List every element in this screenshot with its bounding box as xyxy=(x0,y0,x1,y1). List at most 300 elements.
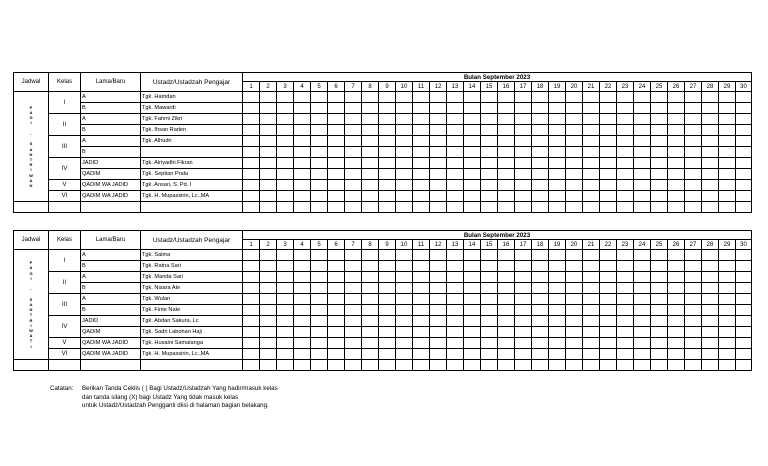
attendance-cell xyxy=(328,338,345,349)
attendance-cell xyxy=(685,316,702,327)
table-row xyxy=(14,250,752,261)
attendance-cell xyxy=(328,316,345,327)
day-header: 20 xyxy=(566,240,583,250)
attendance-cell xyxy=(362,136,379,147)
attendance-cell xyxy=(549,294,566,305)
attendance-cell xyxy=(634,202,651,213)
attendance-cell xyxy=(515,169,532,180)
attendance-cell xyxy=(600,349,617,360)
attendance-cell xyxy=(498,103,515,114)
attendance-cell xyxy=(447,349,464,360)
attendance-cell xyxy=(430,114,447,125)
attendance-cell xyxy=(719,305,736,316)
attendance-cell xyxy=(362,158,379,169)
attendance-cell xyxy=(464,125,481,136)
attendance-cell xyxy=(447,114,464,125)
attendance-cell xyxy=(617,114,634,125)
attendance-cell xyxy=(532,191,549,202)
attendance-cell xyxy=(719,191,736,202)
attendance-cell xyxy=(430,147,447,158)
lama-baru-cell: B xyxy=(81,103,141,114)
attendance-cell xyxy=(685,92,702,103)
attendance-cell xyxy=(413,305,430,316)
attendance-cell xyxy=(702,136,719,147)
attendance-cell xyxy=(651,191,668,202)
attendance-cell xyxy=(277,147,294,158)
attendance-cell xyxy=(277,136,294,147)
day-header: 9 xyxy=(379,240,396,250)
attendance-cell xyxy=(345,114,362,125)
attendance-cell xyxy=(243,349,260,360)
attendance-cell xyxy=(328,360,345,371)
attendance-cell xyxy=(413,114,430,125)
attendance-cell xyxy=(362,272,379,283)
attendance-cell xyxy=(736,305,752,316)
kelas-cell: III xyxy=(49,136,81,158)
day-header: 4 xyxy=(294,240,311,250)
table-row xyxy=(14,158,752,169)
day-header: 5 xyxy=(311,240,328,250)
attendance-cell xyxy=(566,147,583,158)
attendance-cell xyxy=(243,305,260,316)
kelas-cell: IV xyxy=(49,316,81,338)
kelas-cell: VI xyxy=(49,191,81,202)
attendance-cell xyxy=(396,114,413,125)
attendance-cell xyxy=(328,92,345,103)
attendance-cell xyxy=(379,360,396,371)
attendance-cell xyxy=(634,250,651,261)
teacher-name: Tgk. Abdan Sakura, Lc xyxy=(141,316,243,327)
teacher-name: Tgk. Nisara Ate xyxy=(141,283,243,294)
table-row xyxy=(14,180,752,191)
attendance-cell xyxy=(702,125,719,136)
day-header: 19 xyxy=(549,240,566,250)
attendance-cell xyxy=(532,283,549,294)
attendance-cell xyxy=(600,250,617,261)
attendance-cell xyxy=(447,169,464,180)
attendance-cell xyxy=(362,169,379,180)
attendance-cell xyxy=(583,169,600,180)
day-header: 2 xyxy=(260,240,277,250)
attendance-cell xyxy=(532,272,549,283)
attendance-cell xyxy=(260,294,277,305)
attendance-cell xyxy=(243,327,260,338)
attendance-cell xyxy=(651,294,668,305)
attendance-cell xyxy=(532,349,549,360)
attendance-cell xyxy=(413,327,430,338)
attendance-cell xyxy=(294,305,311,316)
attendance-cell xyxy=(345,316,362,327)
empty-cell xyxy=(14,202,49,213)
attendance-cell xyxy=(736,349,752,360)
header-month: Bulan September 2023 xyxy=(243,73,752,82)
attendance-cell xyxy=(498,180,515,191)
attendance-cell xyxy=(634,272,651,283)
attendance-cell xyxy=(345,338,362,349)
attendance-cell xyxy=(634,136,651,147)
attendance-cell xyxy=(243,125,260,136)
attendance-cell xyxy=(515,103,532,114)
attendance-cell xyxy=(515,125,532,136)
attendance-cell xyxy=(311,103,328,114)
attendance-cell xyxy=(345,125,362,136)
day-header: 17 xyxy=(515,82,532,92)
attendance-cell xyxy=(260,272,277,283)
attendance-cell xyxy=(702,338,719,349)
header-lama-baru: Lama/Baru xyxy=(81,73,141,92)
attendance-cell xyxy=(702,272,719,283)
attendance-cell xyxy=(396,360,413,371)
attendance-cell xyxy=(566,114,583,125)
attendance-cell xyxy=(379,147,396,158)
attendance-cell xyxy=(498,114,515,125)
attendance-cell xyxy=(464,327,481,338)
attendance-cell xyxy=(294,92,311,103)
attendance-cell xyxy=(583,305,600,316)
attendance-cell xyxy=(260,349,277,360)
attendance-cell xyxy=(481,180,498,191)
attendance-cell xyxy=(328,169,345,180)
table-row xyxy=(14,360,752,371)
header-pengajar: Ustadz/Ustadzah Pengajar xyxy=(141,73,243,92)
table-row xyxy=(14,327,752,338)
attendance-cell xyxy=(651,272,668,283)
attendance-cell xyxy=(311,316,328,327)
attendance-cell xyxy=(277,191,294,202)
attendance-cell xyxy=(702,305,719,316)
attendance-cell xyxy=(260,191,277,202)
attendance-cell xyxy=(498,191,515,202)
day-header: 10 xyxy=(396,82,413,92)
attendance-cell xyxy=(719,272,736,283)
attendance-cell xyxy=(668,305,685,316)
attendance-cell xyxy=(702,349,719,360)
attendance-cell xyxy=(243,283,260,294)
day-header: 11 xyxy=(413,240,430,250)
attendance-cell xyxy=(583,158,600,169)
attendance-cell xyxy=(549,360,566,371)
attendance-cell xyxy=(617,103,634,114)
attendance-cell xyxy=(549,191,566,202)
attendance-cell xyxy=(668,316,685,327)
table-row xyxy=(14,191,752,202)
attendance-cell xyxy=(702,180,719,191)
attendance-cell xyxy=(260,305,277,316)
attendance-cell xyxy=(498,283,515,294)
attendance-cell xyxy=(430,283,447,294)
attendance-cell xyxy=(668,114,685,125)
attendance-cell xyxy=(243,316,260,327)
attendance-cell xyxy=(515,147,532,158)
day-header: 22 xyxy=(600,82,617,92)
attendance-cell xyxy=(668,338,685,349)
attendance-cell xyxy=(566,92,583,103)
attendance-cell xyxy=(362,316,379,327)
attendance-cell xyxy=(600,125,617,136)
attendance-cell xyxy=(685,180,702,191)
attendance-cell xyxy=(294,169,311,180)
attendance-cell xyxy=(447,180,464,191)
day-header: 4 xyxy=(294,82,311,92)
attendance-cell xyxy=(600,136,617,147)
attendance-cell xyxy=(600,327,617,338)
jadwal-cell xyxy=(14,92,49,202)
attendance-cell xyxy=(277,272,294,283)
attendance-cell xyxy=(294,360,311,371)
attendance-cell xyxy=(583,360,600,371)
attendance-cell xyxy=(345,103,362,114)
attendance-cell xyxy=(260,114,277,125)
attendance-cell xyxy=(600,316,617,327)
attendance-cell xyxy=(651,327,668,338)
lama-baru-cell: A xyxy=(81,136,141,147)
attendance-cell xyxy=(464,272,481,283)
attendance-cell xyxy=(243,272,260,283)
attendance-cell xyxy=(294,147,311,158)
attendance-cell xyxy=(515,272,532,283)
attendance-cell xyxy=(498,327,515,338)
teacher-name: Tgk. Septian Prala xyxy=(141,169,243,180)
attendance-cell xyxy=(328,250,345,261)
attendance-cell xyxy=(277,305,294,316)
attendance-cell xyxy=(311,169,328,180)
attendance-cell xyxy=(549,202,566,213)
attendance-cell xyxy=(413,169,430,180)
attendance-cell xyxy=(464,250,481,261)
attendance-cell xyxy=(430,327,447,338)
attendance-cell xyxy=(311,360,328,371)
day-header: 28 xyxy=(702,82,719,92)
attendance-cell xyxy=(685,283,702,294)
attendance-cell xyxy=(498,360,515,371)
attendance-cell xyxy=(260,327,277,338)
attendance-cell xyxy=(413,338,430,349)
attendance-cell xyxy=(379,327,396,338)
table-row xyxy=(14,261,752,272)
attendance-cell xyxy=(481,261,498,272)
attendance-cell xyxy=(532,250,549,261)
attendance-cell xyxy=(549,136,566,147)
attendance-cell xyxy=(651,283,668,294)
attendance-cell xyxy=(260,136,277,147)
attendance-cell xyxy=(651,114,668,125)
lama-baru-cell: B xyxy=(81,147,141,158)
attendance-cell xyxy=(685,360,702,371)
attendance-cell xyxy=(549,261,566,272)
attendance-cell xyxy=(277,261,294,272)
attendance-cell xyxy=(447,125,464,136)
attendance-cell xyxy=(328,191,345,202)
attendance-cell xyxy=(549,147,566,158)
attendance-cell xyxy=(430,338,447,349)
attendance-cell xyxy=(617,272,634,283)
attendance-cell xyxy=(532,261,549,272)
attendance-cell xyxy=(260,180,277,191)
attendance-cell xyxy=(617,294,634,305)
attendance-cell xyxy=(583,272,600,283)
table-row xyxy=(14,136,752,147)
attendance-cell xyxy=(481,202,498,213)
attendance-cell xyxy=(685,202,702,213)
attendance-cell xyxy=(362,103,379,114)
attendance-cell xyxy=(243,136,260,147)
attendance-cell xyxy=(447,103,464,114)
attendance-cell xyxy=(430,250,447,261)
day-header: 21 xyxy=(583,82,600,92)
attendance-cell xyxy=(362,283,379,294)
header-month: Bulan September 2023 xyxy=(243,231,752,240)
attendance-cell xyxy=(362,180,379,191)
attendance-cell xyxy=(345,169,362,180)
attendance-cell xyxy=(515,305,532,316)
attendance-cell xyxy=(515,349,532,360)
attendance-cell xyxy=(328,327,345,338)
attendance-cell xyxy=(396,180,413,191)
attendance-cell xyxy=(685,114,702,125)
teacher-name: Tgk. H. Mupassirin, Lc.,MA xyxy=(141,349,243,360)
attendance-cell xyxy=(685,272,702,283)
attendance-cell xyxy=(345,250,362,261)
attendance-cell xyxy=(617,305,634,316)
attendance-cell xyxy=(260,202,277,213)
attendance-cell xyxy=(719,316,736,327)
attendance-cell xyxy=(260,103,277,114)
attendance-table-2 xyxy=(13,230,752,371)
attendance-cell xyxy=(481,136,498,147)
attendance-cell xyxy=(464,202,481,213)
attendance-cell xyxy=(481,360,498,371)
attendance-cell xyxy=(736,92,752,103)
attendance-cell xyxy=(617,147,634,158)
attendance-cell xyxy=(566,103,583,114)
attendance-cell xyxy=(379,191,396,202)
attendance-cell xyxy=(345,92,362,103)
attendance-cell xyxy=(379,103,396,114)
attendance-cell xyxy=(719,169,736,180)
kelas-cell xyxy=(49,202,81,213)
attendance-cell xyxy=(634,360,651,371)
attendance-cell xyxy=(260,147,277,158)
attendance-cell xyxy=(379,169,396,180)
attendance-cell xyxy=(498,294,515,305)
attendance-cell xyxy=(311,305,328,316)
jadwal-label: P A G I - S A N T R I W A T I xyxy=(29,260,33,349)
teacher-name: Tgk. Mawardi xyxy=(141,103,243,114)
attendance-cell xyxy=(481,272,498,283)
day-header: 9 xyxy=(379,82,396,92)
attendance-cell xyxy=(702,283,719,294)
attendance-cell xyxy=(566,191,583,202)
attendance-cell xyxy=(685,250,702,261)
attendance-cell xyxy=(600,114,617,125)
attendance-cell xyxy=(719,294,736,305)
attendance-cell xyxy=(481,305,498,316)
attendance-cell xyxy=(549,349,566,360)
attendance-cell xyxy=(379,272,396,283)
attendance-cell xyxy=(396,191,413,202)
attendance-cell xyxy=(430,360,447,371)
attendance-cell xyxy=(430,305,447,316)
table-row xyxy=(14,338,752,349)
day-header: 23 xyxy=(617,82,634,92)
attendance-cell xyxy=(396,103,413,114)
lama-baru-cell: B xyxy=(81,261,141,272)
attendance-cell xyxy=(464,103,481,114)
attendance-cell xyxy=(498,272,515,283)
kelas-cell: VI xyxy=(49,349,81,360)
attendance-cell xyxy=(464,261,481,272)
teacher-name: Tgk. Ratna Sari xyxy=(141,261,243,272)
attendance-cell xyxy=(736,125,752,136)
attendance-cell xyxy=(413,294,430,305)
table-row xyxy=(14,125,752,136)
attendance-cell xyxy=(515,180,532,191)
attendance-cell xyxy=(362,92,379,103)
attendance-cell xyxy=(651,250,668,261)
attendance-cell xyxy=(702,261,719,272)
attendance-cell xyxy=(362,125,379,136)
attendance-cell xyxy=(668,283,685,294)
attendance-cell xyxy=(515,92,532,103)
attendance-cell xyxy=(379,283,396,294)
attendance-cell xyxy=(396,92,413,103)
attendance-cell xyxy=(668,136,685,147)
attendance-cell xyxy=(464,92,481,103)
attendance-cell xyxy=(481,316,498,327)
attendance-cell xyxy=(685,305,702,316)
day-header: 8 xyxy=(362,82,379,92)
attendance-cell xyxy=(634,92,651,103)
attendance-cell xyxy=(294,338,311,349)
day-header: 12 xyxy=(430,240,447,250)
table-row xyxy=(14,103,752,114)
attendance-cell xyxy=(566,327,583,338)
attendance-cell xyxy=(345,202,362,213)
attendance-cell xyxy=(430,136,447,147)
attendance-cell xyxy=(617,338,634,349)
attendance-cell xyxy=(736,169,752,180)
day-header: 27 xyxy=(685,82,702,92)
attendance-cell xyxy=(634,316,651,327)
attendance-cell xyxy=(277,180,294,191)
lama-baru-cell: A xyxy=(81,272,141,283)
attendance-cell xyxy=(549,338,566,349)
attendance-cell xyxy=(685,147,702,158)
teacher-name: Tgk. Manda Sari xyxy=(141,272,243,283)
attendance-cell xyxy=(702,316,719,327)
attendance-cell xyxy=(532,103,549,114)
attendance-cell xyxy=(345,272,362,283)
attendance-cell xyxy=(583,191,600,202)
attendance-cell xyxy=(294,272,311,283)
table-row xyxy=(14,169,752,180)
attendance-cell xyxy=(498,250,515,261)
attendance-cell xyxy=(447,202,464,213)
attendance-cell xyxy=(617,360,634,371)
attendance-cell xyxy=(345,191,362,202)
attendance-cell xyxy=(651,158,668,169)
day-header: 2 xyxy=(260,82,277,92)
attendance-cell xyxy=(447,272,464,283)
attendance-cell xyxy=(413,92,430,103)
attendance-cell xyxy=(464,360,481,371)
attendance-cell xyxy=(634,349,651,360)
attendance-cell xyxy=(430,316,447,327)
attendance-cell xyxy=(447,327,464,338)
attendance-cell xyxy=(651,169,668,180)
attendance-cell xyxy=(396,147,413,158)
attendance-cell xyxy=(430,202,447,213)
